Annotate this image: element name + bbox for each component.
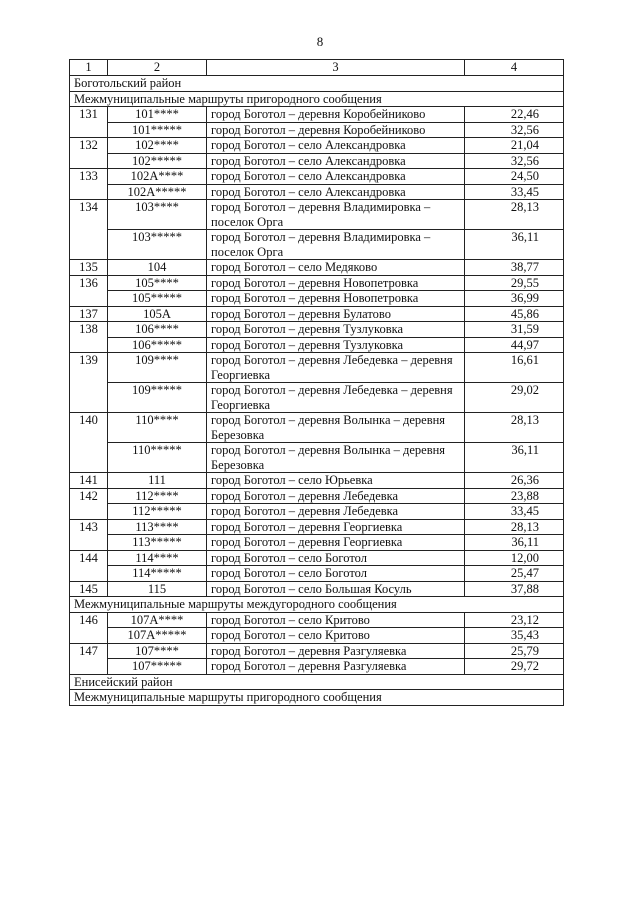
route-value: 28,13 xyxy=(465,519,564,535)
route-value: 36,99 xyxy=(465,291,564,307)
route-path: город Боготол – деревня Разгуляевка xyxy=(207,643,465,659)
route-value: 38,77 xyxy=(465,260,564,276)
table-row xyxy=(70,291,564,307)
table-row xyxy=(70,628,564,644)
table-row xyxy=(70,612,564,628)
route-path: город Боготол – село Критово xyxy=(207,628,465,644)
route-number: 103**** xyxy=(108,200,207,230)
row-number: 138 xyxy=(70,322,108,353)
row-number: 135 xyxy=(70,260,108,276)
route-path: город Боготол – село Юрьевка xyxy=(207,473,465,489)
route-path: город Боготол – деревня Разгуляевка xyxy=(207,659,465,675)
route-path: город Боготол – деревня Лебедевка xyxy=(207,504,465,520)
route-number: 109***** xyxy=(108,383,207,413)
row-number: 140 xyxy=(70,413,108,473)
route-path: город Боготол – деревня Георгиевка xyxy=(207,535,465,551)
route-number: 114**** xyxy=(108,550,207,566)
route-path: город Боготол – село Александровка xyxy=(207,138,465,154)
row-number: 147 xyxy=(70,643,108,674)
route-number: 106**** xyxy=(108,322,207,338)
route-value: 26,36 xyxy=(465,473,564,489)
route-number: 113***** xyxy=(108,535,207,551)
table-row xyxy=(70,504,564,520)
row-number: 132 xyxy=(70,138,108,169)
row-number: 137 xyxy=(70,306,108,322)
route-number: 107А**** xyxy=(108,612,207,628)
route-number: 107А***** xyxy=(108,628,207,644)
route-path: город Боготол – деревня Коробейниково xyxy=(207,122,465,138)
row-number: 131 xyxy=(70,107,108,138)
row-number: 136 xyxy=(70,275,108,306)
route-value: 29,02 xyxy=(465,383,564,413)
route-path: город Боготол – деревня Лебедевка – деревня Георгиевка xyxy=(207,353,465,383)
row-number: 143 xyxy=(70,519,108,550)
route-value: 29,55 xyxy=(465,275,564,291)
table-row xyxy=(70,153,564,169)
table-row xyxy=(70,353,564,383)
route-number: 107**** xyxy=(108,643,207,659)
route-path: город Боготол – село Александровка xyxy=(207,169,465,185)
route-path: город Боготол – деревня Тузлуковка xyxy=(207,322,465,338)
table-row xyxy=(70,443,564,473)
route-number: 102***** xyxy=(108,153,207,169)
table-row xyxy=(70,383,564,413)
route-value: 28,13 xyxy=(465,200,564,230)
route-value: 21,04 xyxy=(465,138,564,154)
header-cell-2: 2 xyxy=(108,60,207,76)
route-value: 33,45 xyxy=(465,504,564,520)
route-value: 32,56 xyxy=(465,153,564,169)
route-path: город Боготол – деревня Волынка – деревня Березовка xyxy=(207,443,465,473)
table-row xyxy=(70,184,564,200)
route-path: город Боготол – село Медяково xyxy=(207,260,465,276)
table-row xyxy=(70,107,564,123)
table-row xyxy=(70,337,564,353)
table-row xyxy=(70,643,564,659)
section-title: Межмуниципальные маршруты пригородного сообщения xyxy=(70,690,564,706)
route-number: 105**** xyxy=(108,275,207,291)
route-number: 105***** xyxy=(108,291,207,307)
table-row xyxy=(70,550,564,566)
section-row xyxy=(70,597,564,613)
row-number: 134 xyxy=(70,200,108,260)
route-path: город Боготол – деревня Булатово xyxy=(207,306,465,322)
route-value: 32,56 xyxy=(465,122,564,138)
table-row xyxy=(70,275,564,291)
row-number: 146 xyxy=(70,612,108,643)
route-path: город Боготол – деревня Владимировка – поселок Орга xyxy=(207,230,465,260)
route-number: 102**** xyxy=(108,138,207,154)
route-value: 24,50 xyxy=(465,169,564,185)
route-number: 106***** xyxy=(108,337,207,353)
route-value: 36,11 xyxy=(465,535,564,551)
table-row xyxy=(70,230,564,260)
section-row xyxy=(70,76,564,92)
route-number: 112***** xyxy=(108,504,207,520)
routes-table xyxy=(69,59,564,706)
table-row xyxy=(70,169,564,185)
route-path: город Боготол – село Боготол xyxy=(207,550,465,566)
route-value: 12,00 xyxy=(465,550,564,566)
route-value: 45,86 xyxy=(465,306,564,322)
route-path: город Боготол – деревня Коробейниково xyxy=(207,107,465,123)
route-value: 37,88 xyxy=(465,581,564,597)
section-title: Межмуниципальные маршруты междугородного сообщения xyxy=(70,597,564,613)
page-number: 8 xyxy=(316,34,324,49)
header-cell-3: 3 xyxy=(207,60,465,76)
table-row xyxy=(70,566,564,582)
table-row xyxy=(70,122,564,138)
route-number: 112**** xyxy=(108,488,207,504)
section-row xyxy=(70,690,564,706)
row-number: 139 xyxy=(70,353,108,413)
route-path: город Боготол – село Александровка xyxy=(207,153,465,169)
route-number: 110***** xyxy=(108,443,207,473)
section-title: Енисейский район xyxy=(70,674,564,690)
route-value: 23,88 xyxy=(465,488,564,504)
route-value: 16,61 xyxy=(465,353,564,383)
route-number: 101**** xyxy=(108,107,207,123)
header-cell-1: 1 xyxy=(70,60,108,76)
table-row xyxy=(70,138,564,154)
table-row xyxy=(70,200,564,230)
section-title: Боготольский район xyxy=(70,76,564,92)
table-row xyxy=(70,260,564,276)
header-row xyxy=(70,60,564,76)
route-number: 113**** xyxy=(108,519,207,535)
route-path: город Боготол – село Боготол xyxy=(207,566,465,582)
route-number: 111 xyxy=(108,473,207,489)
table-row xyxy=(70,581,564,597)
route-number: 110**** xyxy=(108,413,207,443)
table-row xyxy=(70,306,564,322)
route-number: 101***** xyxy=(108,122,207,138)
route-number: 105А xyxy=(108,306,207,322)
route-value: 33,45 xyxy=(465,184,564,200)
route-path: город Боготол – деревня Тузлуковка xyxy=(207,337,465,353)
route-number: 107***** xyxy=(108,659,207,675)
route-value: 36,11 xyxy=(465,230,564,260)
table-row xyxy=(70,519,564,535)
route-value: 25,79 xyxy=(465,643,564,659)
table-row xyxy=(70,413,564,443)
row-number: 145 xyxy=(70,581,108,597)
route-value: 28,13 xyxy=(465,413,564,443)
row-number: 144 xyxy=(70,550,108,581)
route-number: 109**** xyxy=(108,353,207,383)
section-row xyxy=(70,91,564,107)
route-path: город Боготол – деревня Владимировка – поселок Орга xyxy=(207,200,465,230)
table-row xyxy=(70,535,564,551)
route-path: город Боготол – село Критово xyxy=(207,612,465,628)
route-path: город Боготол – деревня Лебедевка – деревня Георгиевка xyxy=(207,383,465,413)
route-value: 22,46 xyxy=(465,107,564,123)
route-path: город Боготол – деревня Новопетровка xyxy=(207,275,465,291)
route-path: город Боготол – село Большая Косуль xyxy=(207,581,465,597)
route-path: город Боготол – село Александровка xyxy=(207,184,465,200)
row-number: 141 xyxy=(70,473,108,489)
table-row xyxy=(70,659,564,675)
section-row xyxy=(70,674,564,690)
route-number: 115 xyxy=(108,581,207,597)
table-row xyxy=(70,473,564,489)
row-number: 133 xyxy=(70,169,108,200)
route-value: 36,11 xyxy=(465,443,564,473)
route-number: 102А***** xyxy=(108,184,207,200)
route-value: 44,97 xyxy=(465,337,564,353)
route-path: город Боготол – деревня Лебедевка xyxy=(207,488,465,504)
row-number: 142 xyxy=(70,488,108,519)
route-value: 35,43 xyxy=(465,628,564,644)
table-row xyxy=(70,488,564,504)
route-number: 114***** xyxy=(108,566,207,582)
route-value: 31,59 xyxy=(465,322,564,338)
route-number: 102А**** xyxy=(108,169,207,185)
header-cell-4: 4 xyxy=(465,60,564,76)
section-title: Межмуниципальные маршруты пригородного сообщения xyxy=(70,91,564,107)
route-path: город Боготол – деревня Новопетровка xyxy=(207,291,465,307)
route-number: 103***** xyxy=(108,230,207,260)
route-value: 29,72 xyxy=(465,659,564,675)
route-value: 23,12 xyxy=(465,612,564,628)
route-number: 104 xyxy=(108,260,207,276)
table-row xyxy=(70,322,564,338)
route-value: 25,47 xyxy=(465,566,564,582)
route-path: город Боготол – деревня Волынка – деревня Березовка xyxy=(207,413,465,443)
route-path: город Боготол – деревня Георгиевка xyxy=(207,519,465,535)
